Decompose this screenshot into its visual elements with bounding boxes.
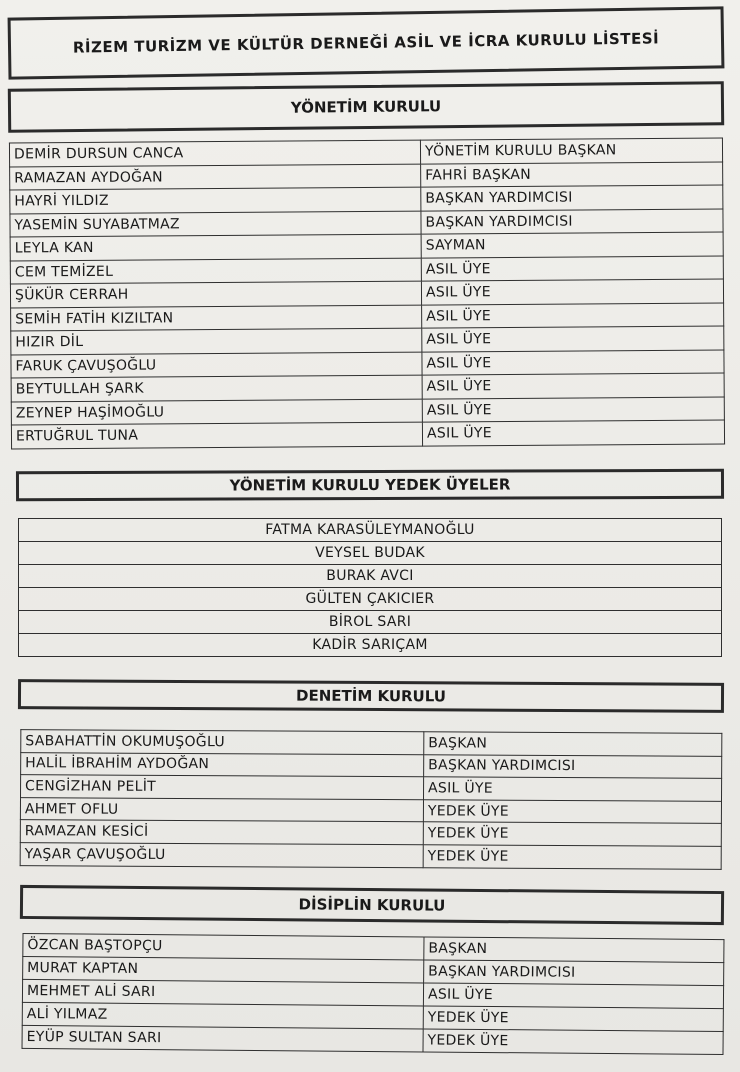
member-name: FATMA KARASÜLEYMANOĞLU	[19, 519, 722, 542]
section-header-disiplin	[20, 885, 724, 925]
member-role: BAŞKAN	[424, 937, 724, 963]
member-name: VEYSEL BUDAK	[19, 542, 722, 565]
document-title-box	[8, 6, 725, 79]
member-role: BAŞKAN YARDIMCISI	[424, 960, 724, 986]
table-row	[19, 611, 722, 634]
member-name: ÖZCAN BAŞTOPÇU	[23, 933, 424, 959]
section-title-denetim: DENETİM KURULU	[295, 686, 447, 706]
member-name: ŞÜKÜR CERRAH	[10, 281, 421, 307]
member-role: ASIL ÜYE	[422, 420, 724, 446]
member-role: BAŞKAN YARDIMCISI	[424, 754, 722, 778]
member-name: ZEYNEP HAŞİMOĞLU	[11, 399, 422, 425]
table-row	[19, 565, 722, 588]
member-name: SABAHATTİN OKUMUŞOĞLU	[21, 730, 424, 755]
member-name: ALİ YILMAZ	[22, 1002, 423, 1028]
member-name: LEYLA KAN	[10, 234, 421, 260]
section-header-denetim	[18, 679, 724, 713]
member-role: SAYMAN	[421, 232, 723, 258]
member-name: HALİL İBRAHİM AYDOĞAN	[21, 752, 424, 777]
member-role: YEDEK ÜYE	[423, 1006, 723, 1032]
member-name: EYÜP SULTAN SARI	[22, 1025, 423, 1051]
table-row	[11, 420, 724, 448]
section-header-yonetim	[8, 81, 724, 132]
yonetim-table	[9, 138, 725, 449]
section-header-yedek	[16, 469, 724, 501]
member-name: BİROL SARI	[19, 611, 722, 634]
disiplin-table	[22, 933, 725, 1055]
member-role: ASIL ÜYE	[422, 373, 724, 399]
member-name: RAMAZAN KESİCİ	[20, 820, 423, 845]
member-role: YEDEK ÜYE	[423, 800, 721, 824]
member-name: BEYTULLAH ŞARK	[11, 375, 422, 401]
member-name: GÜLTEN ÇAKICIER	[19, 588, 722, 611]
member-role: ASIL ÜYE	[423, 983, 723, 1009]
member-name: CENGİZHAN PELİT	[21, 775, 424, 800]
member-role: ASIL ÜYE	[421, 279, 723, 305]
member-name: DEMİR DURSUN CANCA	[9, 140, 420, 166]
member-role: ASIL ÜYE	[422, 350, 724, 376]
member-name: MEHMET ALİ SARI	[22, 979, 423, 1005]
member-name: ERTUĞRUL TUNA	[11, 422, 422, 448]
section-title-yedek: YÖNETİM KURULU YEDEK ÜYELER	[229, 475, 511, 495]
section-title-yonetim: YÖNETİM KURULU	[290, 97, 442, 117]
table-row	[20, 843, 721, 869]
member-role: ASIL ÜYE	[422, 397, 724, 423]
member-name: YASEMİN SUYABATMAZ	[10, 211, 421, 237]
table-row	[19, 634, 722, 657]
member-name: MURAT KAPTAN	[23, 956, 424, 982]
member-role: ASIL ÜYE	[421, 256, 723, 282]
member-name: HAYRİ YILDIZ	[10, 187, 421, 213]
section-title-disiplin: DİSİPLİN KURULU	[298, 895, 446, 915]
member-name: YAŞAR ÇAVUŞOĞLU	[20, 843, 423, 868]
member-role: FAHRİ BAŞKAN	[421, 162, 723, 188]
member-role: BAŞKAN	[424, 732, 722, 756]
member-role: ASIL ÜYE	[422, 303, 724, 329]
member-name: KADİR SARIÇAM	[19, 634, 722, 657]
member-name: HIZIR DİL	[11, 328, 422, 354]
table-row	[19, 542, 722, 565]
member-name: CEM TEMİZEL	[10, 258, 421, 284]
member-role: YEDEK ÜYE	[423, 1029, 723, 1055]
member-role: YEDEK ÜYE	[423, 845, 721, 869]
table-row	[19, 588, 722, 611]
table-row	[19, 519, 722, 542]
table-row	[22, 1025, 723, 1054]
member-role: BAŞKAN YARDIMCISI	[421, 185, 723, 211]
member-name: AHMET OFLU	[20, 797, 423, 822]
member-role: BAŞKAN YARDIMCISI	[421, 209, 723, 235]
member-name: FARUK ÇAVUŞOĞLU	[11, 352, 422, 378]
member-role: ASIL ÜYE	[423, 777, 721, 801]
document-title: RİZEM TURİZM VE KÜLTÜR DERNEĞİ ASİL VE İCRA KURULU LİSTESİ	[72, 29, 660, 57]
member-role: YEDEK ÜYE	[423, 822, 721, 846]
member-name: SEMİH FATİH KIZILTAN	[11, 305, 422, 331]
denetim-table	[20, 729, 723, 869]
member-name: RAMAZAN AYDOĞAN	[10, 164, 421, 190]
member-role: ASIL ÜYE	[422, 326, 724, 352]
yedek-table	[18, 518, 722, 657]
member-name: BURAK AVCI	[19, 565, 722, 588]
member-role: YÖNETİM KURULU BAŞKAN	[420, 138, 722, 164]
